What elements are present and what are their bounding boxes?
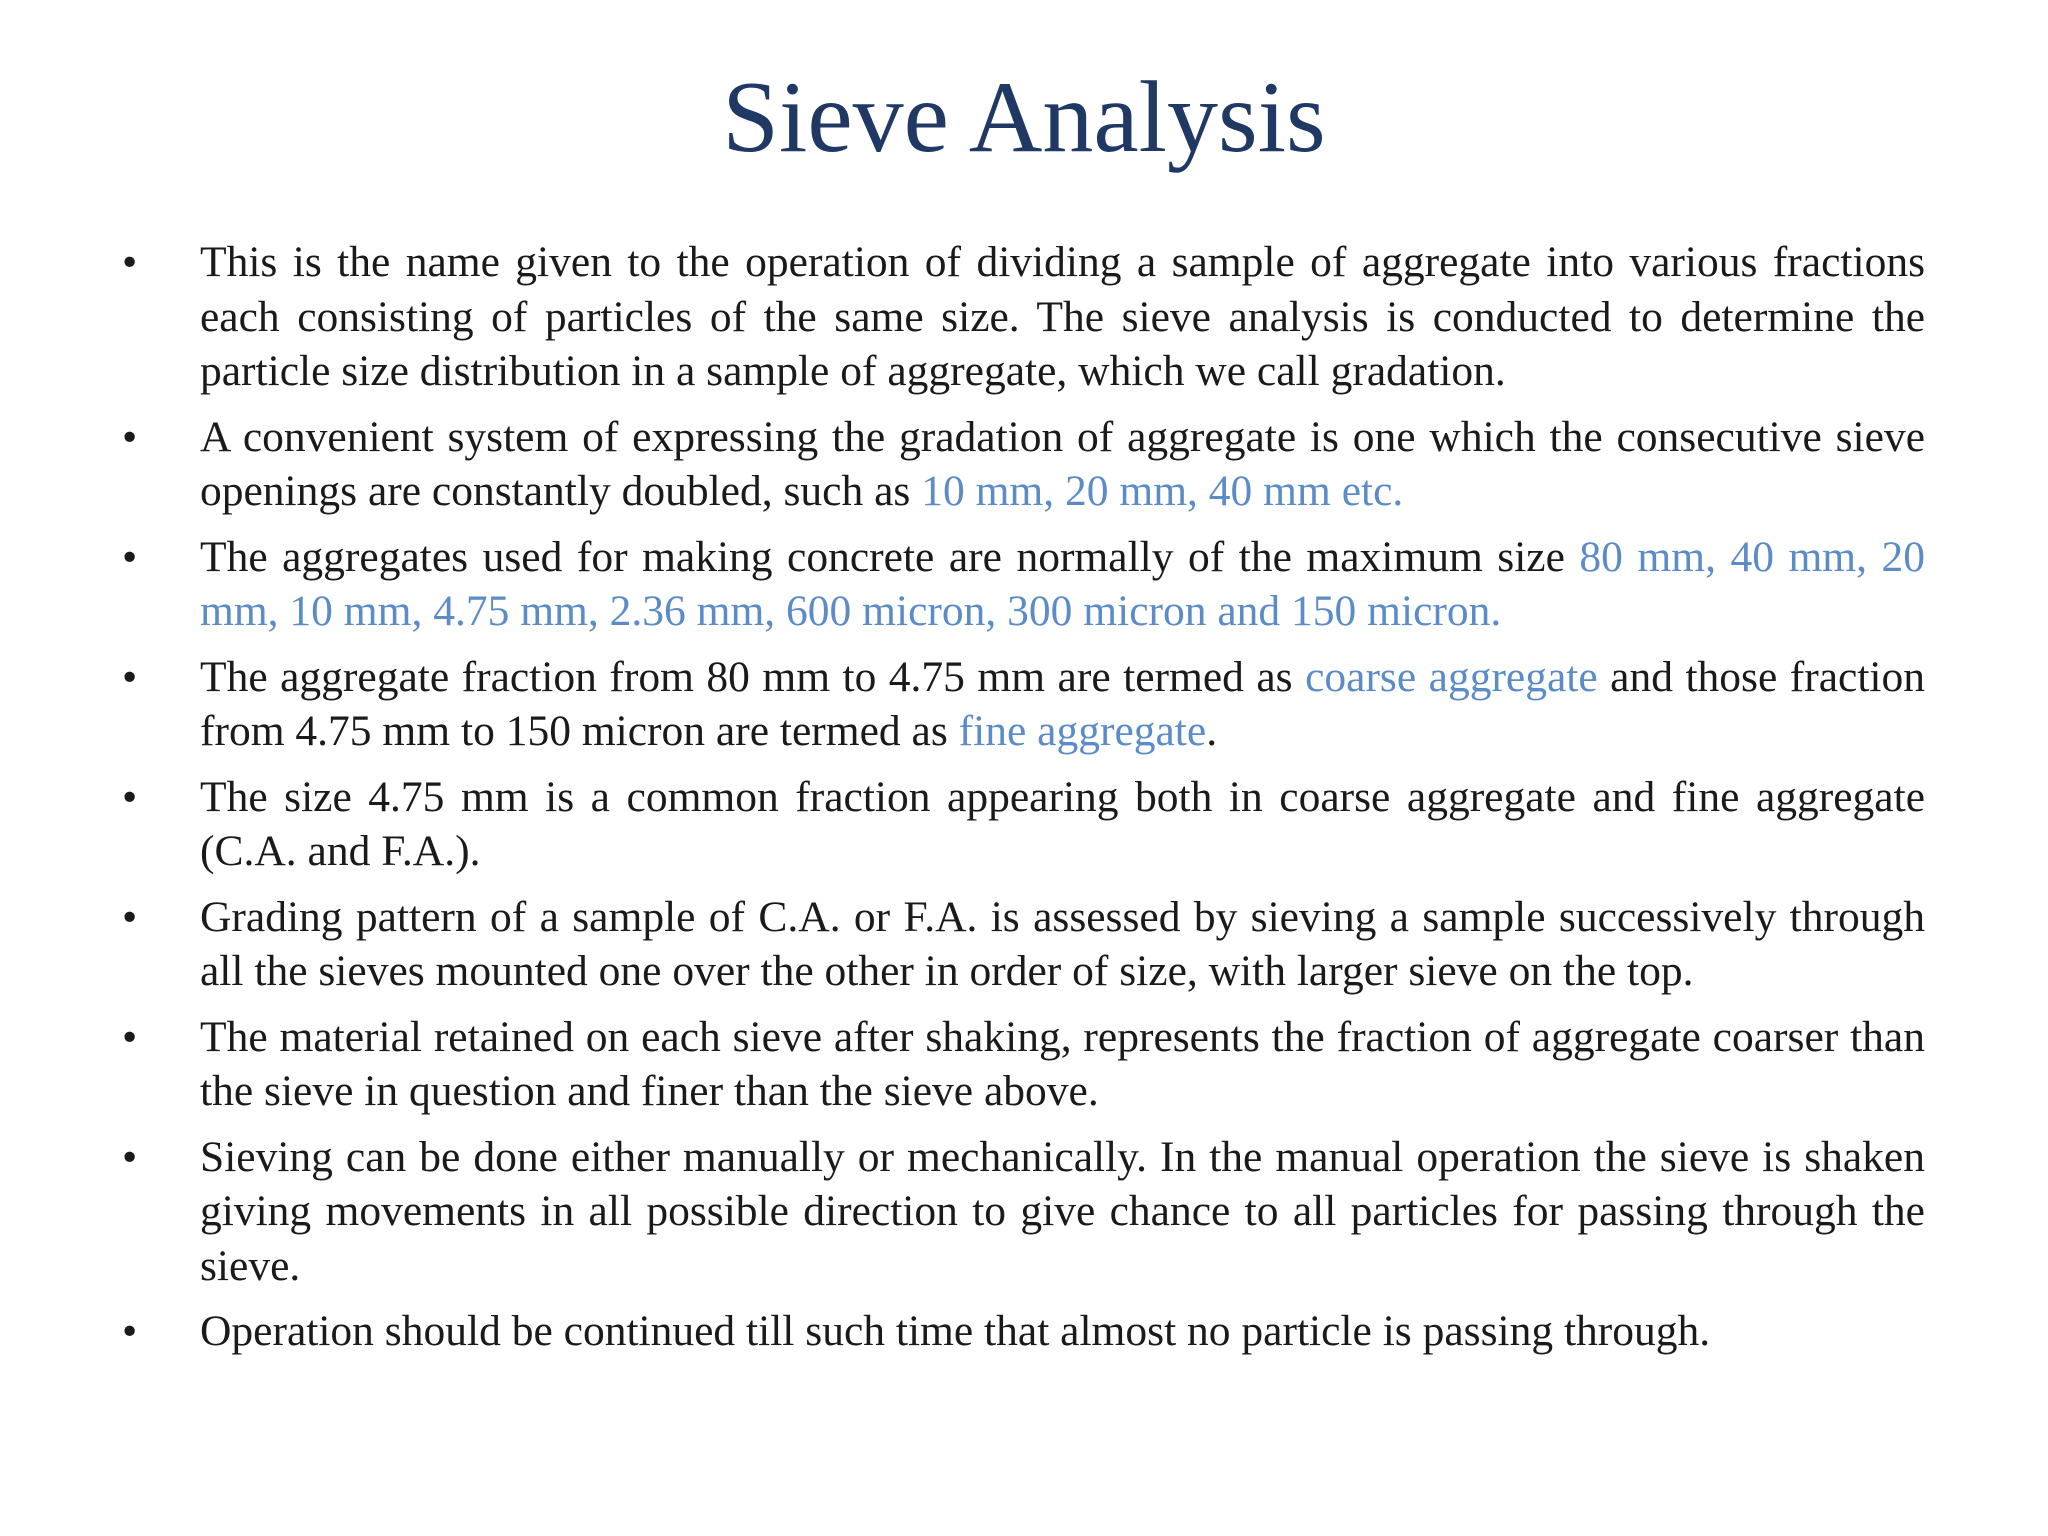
bullet-item: [120, 1304, 1925, 1359]
bullet-list: [120, 235, 1925, 1370]
bullet-item: [120, 770, 1925, 879]
bullet-text: [200, 890, 1925, 999]
bullet-dot-icon: •: [122, 412, 138, 461]
bullet-text: [200, 1130, 1925, 1294]
highlight-fine-aggregate: fine aggregate: [958, 707, 1207, 755]
bullet-text: [200, 1010, 1925, 1119]
bullet-item: [120, 410, 1925, 519]
bullet-text-run: The material retained on each sieve after shaking, represents the fraction of aggregate coarser than the sieve in question and finer than the sieve above.: [200, 1012, 1925, 1115]
bullet-dot-icon: •: [122, 532, 138, 581]
bullet-dot-icon: •: [122, 238, 138, 286]
bullet-dot-icon: •: [122, 1012, 138, 1061]
highlighted-sizes: 80 mm, 40 mm, 20 mm, 10 mm, 4.75 mm, 2.36 mm, 600 micron, 300 micron and 150 micron.: [200, 532, 1925, 635]
bullet-text-run: The size 4.75 mm is a common fraction appearing both in coarse aggregate and fine aggregate (C.A. and F.A.).: [200, 772, 1925, 875]
bullet-text-run: This is the name given to the operation of dividing a sample of aggregate into various fractions each consisting of particles of the same size. The sieve analysis is conducted to determine the particle size distribution in a sample of aggregate, which we call gradation.: [200, 238, 1925, 395]
bullet-text-run: .: [1206, 707, 1218, 755]
slide-title: Sieve Analysis: [722, 61, 1326, 174]
bullet-text-run: Grading pattern of a sample of C.A. or F.A. is assessed by sieving a sample successively through all the sieves mounted one over the other in order of size, with larger sieve on the top.: [200, 892, 1925, 995]
bullet-dot-icon: •: [122, 1307, 138, 1355]
bullet-text: [200, 770, 1925, 879]
bullet-text-run: and those fraction from 4.75 mm to 150 micron are termed as: [200, 652, 1925, 755]
bullet-dot-icon: •: [122, 772, 138, 821]
bullet-item: [120, 1010, 1925, 1119]
bullet-text-run: The aggregates used for making concrete are normally of the maximum size: [200, 532, 1580, 581]
bullet-text-run: A convenient system of expressing the gradation of aggregate is one which the consecutive sieve openings are constantly doubled, such as: [200, 412, 1925, 515]
bullet-dot-icon: •: [122, 892, 138, 941]
bullet-text: [200, 530, 1925, 639]
bullet-text: [200, 1304, 1925, 1359]
bullet-text-run: Sieving can be done either manually or mechanically. In the manual operation the sieve is shaken giving movements in all possible direction to give chance to all particles for passing through the sieve.: [200, 1132, 1925, 1290]
bullet-item: [120, 650, 1925, 759]
bullet-text: [200, 235, 1925, 399]
bullet-text-run: The aggregate fraction from 80 mm to 4.75 mm are termed as: [200, 652, 1306, 701]
highlighted-sizes: 10 mm, 20 mm, 40 mm etc.: [921, 467, 1404, 515]
bullet-dot-icon: •: [122, 1132, 138, 1181]
bullet-text-run: Operation should be continued till such time that almost no particle is passing through.: [200, 1307, 1711, 1355]
bullet-item: [120, 1130, 1925, 1294]
bullet-text: [200, 410, 1925, 519]
bullet-item: [120, 890, 1925, 999]
bullet-dot-icon: •: [122, 652, 138, 701]
highlight-coarse-aggregate: coarse aggregate: [1305, 652, 1598, 701]
bullet-text: [200, 650, 1925, 759]
bullet-item: [120, 235, 1925, 399]
bullet-item: [120, 530, 1925, 639]
